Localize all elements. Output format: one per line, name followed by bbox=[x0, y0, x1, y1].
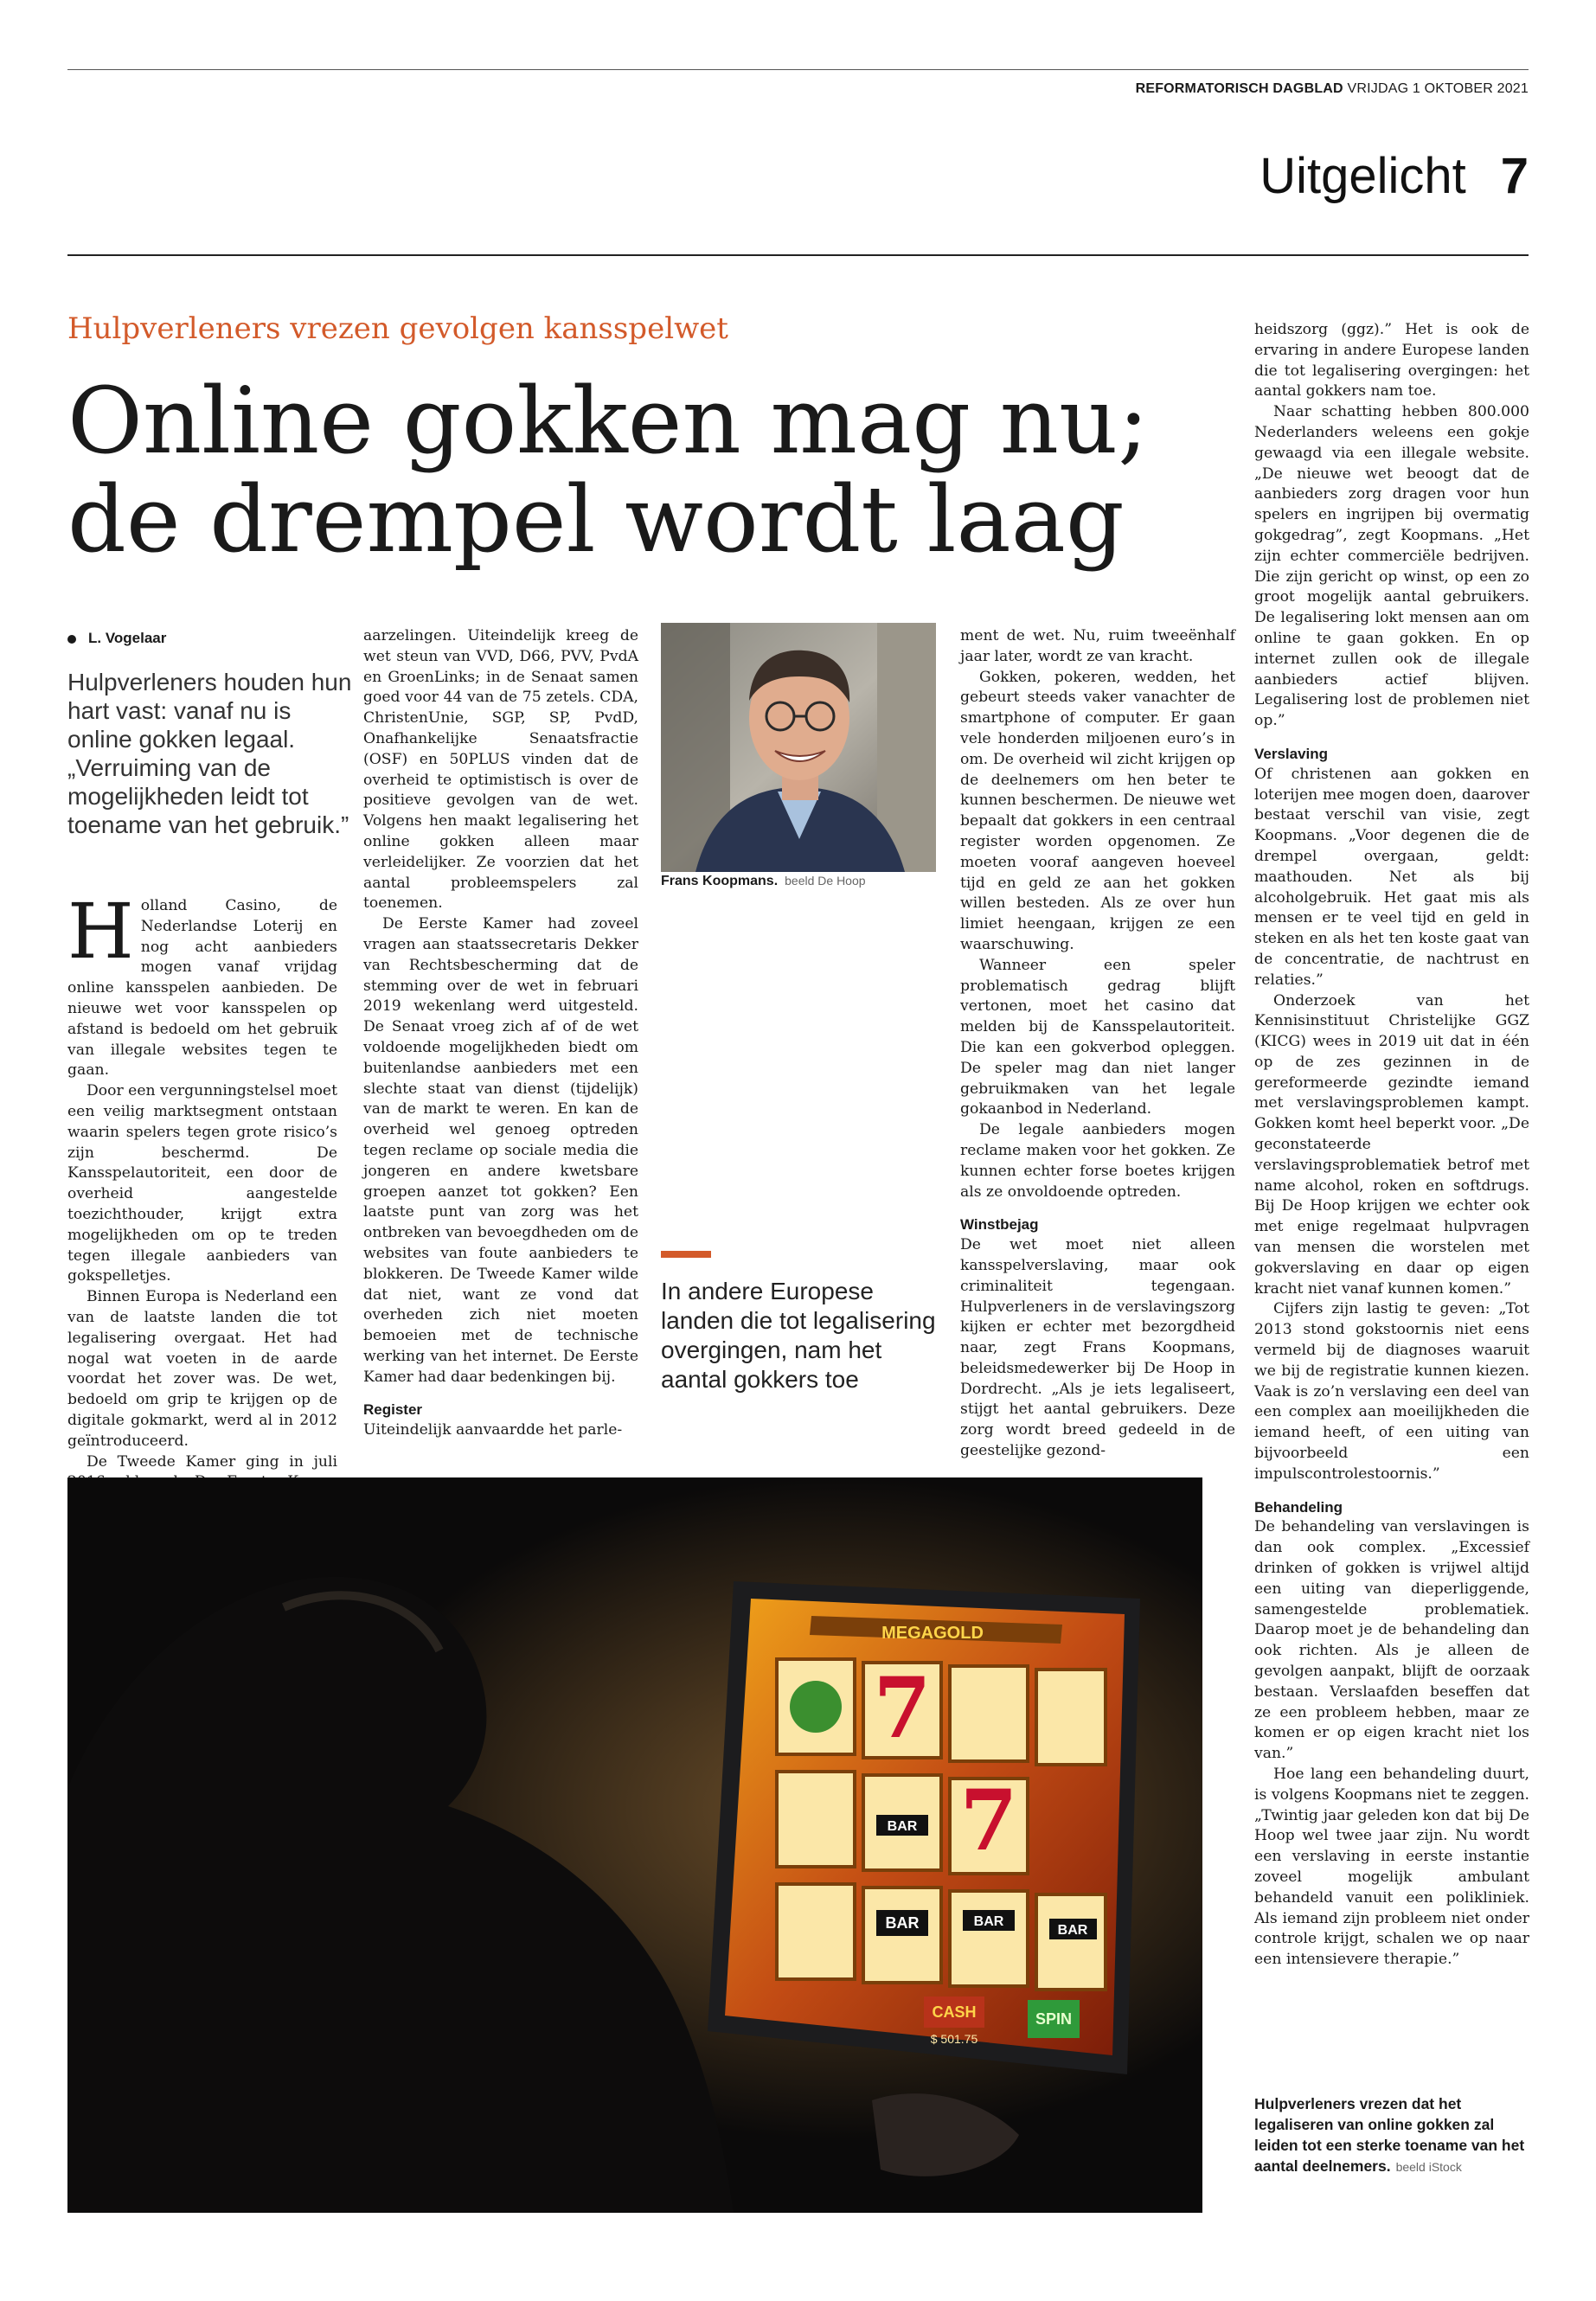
kicker: Hulpverleners vrezen gevolgen kansspelwet bbox=[67, 311, 728, 346]
balance-label: $ 501.75 bbox=[930, 2032, 978, 2046]
portrait-photo bbox=[661, 623, 936, 872]
byline bbox=[67, 630, 166, 647]
col1-paragraph-3: Binnen Europa is Nederland een van de laatste landen die tot legalisering overgaat. Het had nogal wat voeten in de aarde voordat het zover was. De wet, bedoeld om grip te krijgen op de digitale gokmarkt, werd al in 2012 geïntroduceerd. bbox=[67, 1288, 337, 1450]
subhead-winstbejag: Winstbejag bbox=[960, 1216, 1039, 1234]
col2-paragraph-3: Uiteindelijk aanvaardde het parle- bbox=[363, 1421, 623, 1439]
column-3 bbox=[960, 626, 1235, 1462]
portrait-illustration bbox=[661, 623, 936, 872]
col4-paragraph-1: heidszorg (ggz).” Het is ook de ervaring in andere Europese landen die tot legalisering overgingen: het aantal gokkers nam toe. bbox=[1254, 321, 1529, 401]
top-rule bbox=[67, 69, 1529, 70]
col3-paragraph-5: De wet moet niet alleen kansspelverslaving, maar ook criminaliteit tegengaan. Hulpverleners in de verslavingszorg kijken er echter met bezorgdheid naar, zegt Frans Koopmans, beleidsmedewerker bij De Hoop in Dordrecht. „Als je iets legaliseert, stijgt het aantal gebruikers. Deze zorg wordt breed gedeeld in de geestelijke gezond- bbox=[960, 1236, 1235, 1460]
page-number: 7 bbox=[1500, 148, 1529, 204]
col3-paragraph-4: De legale aanbieders mogen reclame maken voor het gokken. Ze kunnen echter forse boetes krijgen als ze onvoldoende optreden. bbox=[960, 1121, 1235, 1201]
col3-paragraph-1: ment de wet. Nu, ruim tweeënhalf jaar later, wordt ze van kracht. bbox=[960, 627, 1235, 665]
intro: Hulpverleners houden hun hart vast: vanaf nu is online gokken legaal. „Verruiming van de mogelijkheden leidt tot toename van het gebruik.” bbox=[67, 669, 352, 838]
gambling-illustration bbox=[67, 1477, 1202, 2213]
portrait-caption-name: Frans Koopmans. bbox=[661, 874, 779, 888]
portrait-credit: beeld De Hoop bbox=[785, 874, 866, 888]
subhead-behandeling: Behandeling bbox=[1254, 1498, 1343, 1516]
col2-paragraph-1: aarzelingen. Uiteindelijk kreeg de wet steun van VVD, D66, PVV, PvdA en GroenLinks; in de Senaat samen goed voor 44 van de 75 zetels. CDA, ChristenUnie, SGP, SP, PvdD, Onafhankelijke Senaatsfractie (OSF) en 50PLUS vinden dat de overheid te optimistisch is over de positieve gevolgen van de wet. Volgens hen maakt legalisering het online gokken alleen maar verleidelijker. Ze voorzien dat het aantal probleemspelers zal toenemen. bbox=[363, 627, 638, 913]
byline-bullet bbox=[67, 635, 76, 644]
col2-paragraph-2: De Eerste Kamer had zoveel vragen aan staatssecretaris Dekker van Rechtsbescherming dat de stemming over de wet in februari 2019 wekenlang werd uitgesteld. De Senaat vroeg zich af of de wet voldoende mogelijkheden biedt om buitenlandse aanbieders met een slechte staat van dienst (tijdelijk) van de markt te weren. En kan de overheid wel genoeg optreden tegen reclame op sociale media die jongeren en andere kwetsbare groepen aanzet tot gokken? Een laatste punt van zorg was het ontbreken van bevoegdheden om de websites van foute aanbieders te blokkeren. De Tweede Kamer wilde dat niet, want ze vond dat overheden zich niet moeten bemoeien met de technische werking van het internet. De Eerste Kamer had daar bedenkingen bij. bbox=[363, 915, 638, 1386]
reel-symbol-3: BAR bbox=[887, 1819, 918, 1834]
subhead-register: Register bbox=[363, 1401, 423, 1419]
section-title: Uitgelicht bbox=[1259, 148, 1466, 204]
reel-symbol-6: BAR bbox=[1057, 1923, 1088, 1938]
gambling-photo bbox=[67, 1477, 1202, 2213]
spin-button-label: SPIN bbox=[1035, 2010, 1073, 2028]
col1-p1-text: olland Casino, de Nederlandse Loterij en nog acht aanbieders mogen vanaf vrijdag online kansspelen aanbieden. De nieuwe wet voor kansspelen op afstand is bedoeld om het gebruik van illegale websites tegen te gaan. bbox=[67, 897, 337, 1080]
section-rule bbox=[67, 254, 1529, 256]
subhead-verslaving: Verslaving bbox=[1254, 745, 1329, 762]
cash-button-label: CASH bbox=[932, 2003, 977, 2021]
reel-symbol-5: BAR bbox=[973, 1914, 1004, 1929]
pullquote-bar bbox=[661, 1251, 711, 1258]
masthead bbox=[67, 81, 1529, 97]
reel-symbol-4: BAR bbox=[885, 1914, 920, 1932]
col3-paragraph-2: Gokken, pokeren, wedden, het gebeurt steeds vaker vanachter de smartphone of computer. Er gaan vele honderden miljoenen euro’s in om. De overheid wil zicht krijgen op de deelnemers om hen beter te kunnen beschermen. De nieuwe wet bepaalt dat gokkers in een centraal register worden opgenomen. Ze moeten vooraf aangeven hoeveel tijd en geld ze aan het gokken willen besteden. Als ze over hun limiet heengaan, krijgen ze een waarschuwing. bbox=[960, 668, 1235, 953]
column-1 bbox=[67, 887, 337, 1514]
photo-credit: beeld iStock bbox=[1395, 2160, 1462, 2174]
author: L. Vogelaar bbox=[88, 630, 167, 646]
headline bbox=[67, 368, 1209, 573]
photo-caption bbox=[1254, 2093, 1531, 2177]
column-4 bbox=[1254, 320, 1529, 1971]
col1-paragraph-4: De Tweede Kamer ging in juli bbox=[87, 1452, 337, 1471]
drop-cap: H bbox=[67, 887, 134, 976]
portrait-caption bbox=[661, 874, 866, 889]
col4-paragraph-3: Of christenen aan gokken en loterijen mee mogen doen, daarover bestaat verschil van visie, zegt Koopmans. „Voor degenen die de drempel overgaan, geldt: maathouden. Net als bij alcoholgebruik. Het gaat mis als mensen er te veel tijd en geld in steken en als het ten koste gaat van de concentratie, de nachtrust en relaties.” bbox=[1254, 765, 1529, 989]
headline-line-1: Online gokken mag nu; bbox=[67, 368, 1150, 474]
reel-symbol-2: 7 bbox=[959, 1772, 1018, 1869]
photo-caption-text: Hulpverleners vrezen dat het legaliseren van online gokken zal leiden tot een sterke toename van het aantal deelnemers. bbox=[1254, 2095, 1525, 2175]
headline-line-2: de drempel wordt laag bbox=[67, 466, 1125, 573]
col4-paragraph-6: De behandeling van verslavingen is dan ook complex. „Excessief drinken of gokken is vrijwel altijd een uiting van dieperliggende, samengestelde problematiek. Daarop moet je de behandeling dan ook richten. Als je alleen de gevolgen aanpakt, blijft de oorzaak bestaan. Verslaafden beseffen dat ze een probleem hebben, maar ze komen er op eigen kracht niet los van.” bbox=[1254, 1518, 1529, 1763]
edition-date: VRIJDAG 1 OKTOBER 2021 bbox=[1347, 81, 1529, 96]
col1-paragraph-1 bbox=[67, 887, 337, 1081]
col4-paragraph-2: Naar schatting hebben 800.000 Nederlanders weleens een gokje gewaagd via een illegale website. „De nieuwe wet beoogt dat de aanbieders zorg dragen voor hun spelers en ingrijpen bij overmatig gokgedrag”, zegt Koopmans. „Het zijn echter commerciële bedrijven. Die zijn gericht op winst, op een zo groot mogelijk aantal gebruikers. De legalisering lokt mensen aan om online te gaan gokken. En op internet zullen ook de illegale aanbieders actief blijven. Legalisering lost de problemen niet op.” bbox=[1254, 403, 1529, 730]
reel-symbol-1: 7 bbox=[873, 1659, 932, 1757]
col1-paragraph-2: Door een vergunningstelsel moet een veilig marktsegment ontstaan waarin spelers tegen grote risico’s zijn beschermd. De Kansspelautoriteit, een door de overheid aangestelde toezichthouder, krijgt extra mogelijkheden om op te treden tegen illegale aanbieders van gokspelletjes. bbox=[67, 1082, 337, 1285]
paper-name: REFORMATORISCH DAGBLAD bbox=[1135, 81, 1343, 96]
slot-title: MEGAGOLD bbox=[881, 1624, 984, 1643]
col4-paragraph-7: Hoe lang een behandeling duurt, is volgens Koopmans niet te zeggen. „Twintig jaar geleden kon dat bij De Hoop wel twee jaar zijn. Nu wordt een verslaving in eerste instantie zoveel mogelijk ambulant behandeld vanuit een polikliniek. Als iemand zijn probleem niet onder controle krijgt, schalen we op naar een intensievere therapie.” bbox=[1254, 1765, 1529, 1969]
section-header bbox=[1259, 147, 1529, 205]
pullquote: In andere Europese landen die tot legalisering overgingen, nam het aantal gokkers toe bbox=[661, 1278, 936, 1393]
col4-paragraph-5: Cijfers zijn lastig te geven: „Tot 2013 stond gokstoornis niet eens vermeld bij de diagnoses waaruit we bij de registratie kunnen kiezen. Vaak is zo’n verslaving een deel van een complex aan moeilijkheden die iemand heeft, of een uiting van bijvoorbeeld een impulscontrolestoornis.” bbox=[1254, 1300, 1529, 1483]
column-2 bbox=[363, 626, 638, 1441]
col3-paragraph-3: Wanneer een speler problematisch gedrag blijft vertonen, moet het casino dat melden bij de Kansspelautoriteit. Die kan een gokverbod opleggen. De speler mag dan niet langer gebruikmaken van het legale gokaanbod in Nederland. bbox=[960, 956, 1235, 1118]
col4-paragraph-4: Onderzoek van het Kennisinstituut Christelijke GGZ (KICG) wees in 2019 uit dat in één op de zes gezinnen in de gereformeerde gezindte iemand met verslavingsproblemen kampt. Gokken komt heel beperkt voor. „De geconstateerde verslavingsproblematiek betrof met name alcohol, roken en softdrugs. Bij De Hoop krijgen we echter ook met enige regelmaat hulpvragen van mensen die worstelen met gokverslaving en daar op eigen kracht niet vanaf kunnen komen.” bbox=[1254, 991, 1529, 1298]
